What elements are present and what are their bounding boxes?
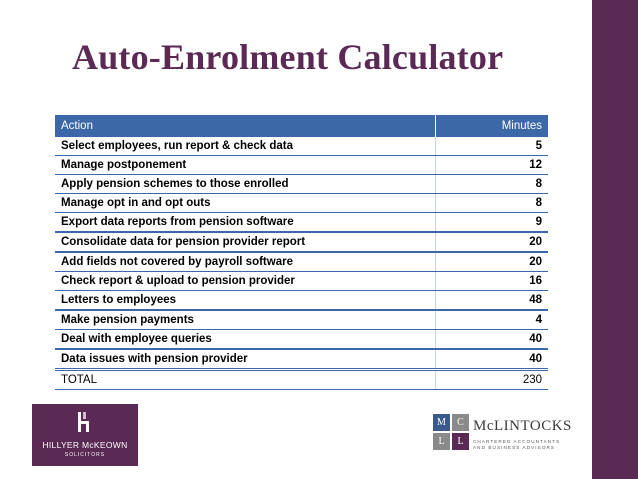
calculator-table-container <box>55 115 548 390</box>
mcl-cell: L <box>433 433 450 450</box>
action-cell: Letters to employees <box>55 291 436 311</box>
mcl-cell: L <box>452 433 469 450</box>
table-row <box>55 156 548 175</box>
minutes-cell: 16 <box>436 272 549 291</box>
minutes-cell: 8 <box>436 194 549 213</box>
mcl-cell: M <box>433 414 450 431</box>
table-row <box>55 252 548 272</box>
table-row <box>55 310 548 330</box>
logo-right-name: McLINTOCKS <box>473 418 572 434</box>
table-total-row <box>55 370 548 390</box>
minutes-cell: 8 <box>436 175 549 194</box>
table-row <box>55 291 548 311</box>
side-accent-bar <box>592 0 638 479</box>
minutes-cell: 9 <box>436 213 549 233</box>
logo-right-sub2: AND BUSINESS ADVISORS <box>473 445 556 450</box>
action-cell: Make pension payments <box>55 310 436 330</box>
table-row <box>55 137 548 156</box>
total-label-cell: TOTAL <box>55 370 436 390</box>
action-cell: Check report & upload to pension provider <box>55 272 436 291</box>
table-row <box>55 232 548 252</box>
mclintocks-logo <box>433 414 583 456</box>
table-row <box>55 349 548 370</box>
hillyer-mckeown-logo <box>32 404 138 466</box>
slide-title: Auto-Enrolment Calculator <box>72 37 504 77</box>
minutes-cell: 48 <box>436 291 549 311</box>
minutes-cell: 40 <box>436 349 549 370</box>
header-minutes: Minutes <box>436 115 549 137</box>
total-minutes-cell: 230 <box>436 370 549 390</box>
action-cell: Export data reports from pension software <box>55 213 436 233</box>
minutes-cell: 4 <box>436 310 549 330</box>
calculator-table <box>55 115 548 390</box>
minutes-cell: 40 <box>436 330 549 350</box>
logo-left-name: HILLYER McKEOWN <box>42 440 128 450</box>
action-cell: Manage opt in and opt outs <box>55 194 436 213</box>
minutes-cell: 12 <box>436 156 549 175</box>
minutes-cell: 5 <box>436 137 549 156</box>
mcl-cell: C <box>452 414 469 431</box>
hm-monogram-icon <box>77 410 93 434</box>
minutes-cell: 20 <box>436 232 549 252</box>
action-cell: Add fields not covered by payroll software <box>55 252 436 272</box>
mcl-grid-icon <box>433 414 469 450</box>
table-row <box>55 194 548 213</box>
minutes-cell: 20 <box>436 252 549 272</box>
logo-right-sub1: CHARTERED ACCOUNTANTS <box>473 439 561 444</box>
table-row <box>55 213 548 233</box>
table-row <box>55 175 548 194</box>
table-header-row <box>55 115 548 137</box>
action-cell: Consolidate data for pension provider report <box>55 232 436 252</box>
action-cell: Select employees, run report & check data <box>55 137 436 156</box>
action-cell: Deal with employee queries <box>55 330 436 350</box>
action-cell: Manage postponement <box>55 156 436 175</box>
action-cell: Data issues with pension provider <box>55 349 436 370</box>
table-row <box>55 272 548 291</box>
action-cell: Apply pension schemes to those enrolled <box>55 175 436 194</box>
header-action: Action <box>55 115 436 137</box>
logo-left-sub: SOLICITORS <box>64 452 106 458</box>
table-row <box>55 330 548 350</box>
